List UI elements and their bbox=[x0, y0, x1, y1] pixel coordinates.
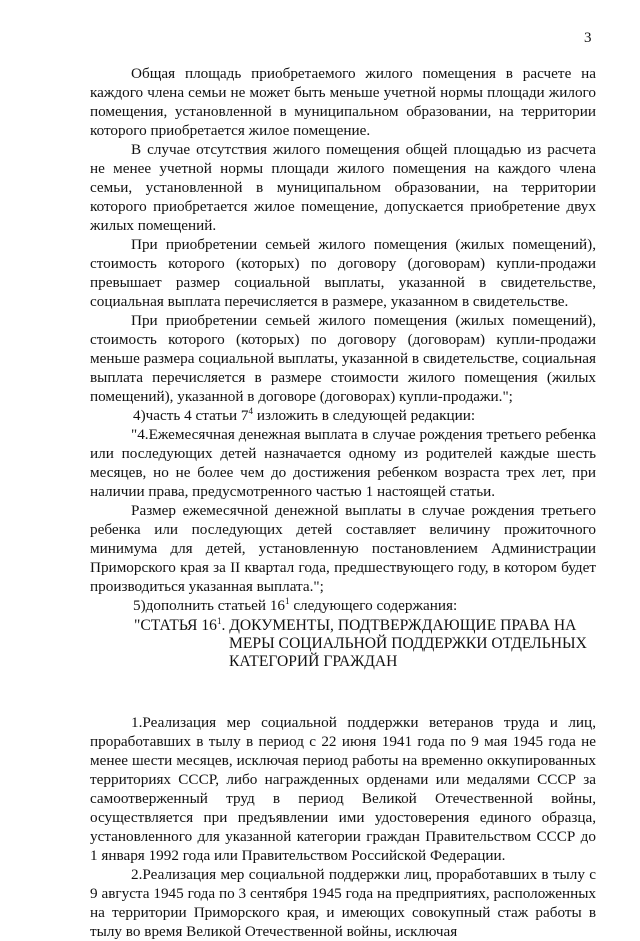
paragraph-cost-less: При приобретении семьей жилого помещения (жилых помещений), стоимость которого (которых) по договору (договорам) купли-продажи меньше размера социальной выплаты, указанной в свидетельстве, социальная выплата перечисляется в размере стоимости жилого помещения (жилых помещений), указанной в договоре (договорах) купли-продажи."; bbox=[90, 312, 596, 405]
paragraph-payment-size: Размер ежемесячной денежной выплаты в случае рождения третьего ребенка или последующих детей составляет величину прожиточного минимума для детей, установленную постановлением Администрации Приморского края за II квартал года, предшествующего году, в котором будет производиться указанная выплата."; bbox=[90, 502, 596, 595]
paragraph-area-norm: Общая площадь приобретаемого жилого помещения в расчете на каждого члена семьи не может быть меньше учетной нормы площади жилого помещения, установленной в муниципальном образовании, на территории которого приобретается жилое помещение. bbox=[90, 65, 596, 139]
amendment-5: 5)дополнить статьей $16^1$ следующего содержания: bbox=[133, 596, 458, 614]
document-body bbox=[90, 64, 596, 941]
paragraph-two-dwellings: В случае отсутствия жилого помещения общей площадью из расчета не менее учетной нормы площади жилого помещения на каждого члена семьи, установленной в муниципальном образовании, на территории которого приобретается жилое помещение, допускается приобретение двух жилых помещений. bbox=[90, 141, 596, 234]
page-number: 3 bbox=[584, 30, 592, 46]
article-heading: "СТАТЬЯ $16^1$. ДОКУМЕНТЫ, ПОДТВЕРЖДАЮЩИЕ ПРАВА НА МЕРЫ СОЦИАЛЬНОЙ ПОДДЕРЖКИ ОТДЕЛЬНЫХ КАТЕГОРИЙ ГРАЖДАН bbox=[134, 616, 587, 670]
paragraph-cost-exceeds: При приобретении семьей жилого помещения (жилых помещений), стоимость которого (которых) по договору (договорам) купли-продажи превышает размер социальной выплаты, указанной в свидетельстве, социальная выплата перечисляется в размере, указанном в свидетельстве. bbox=[90, 236, 596, 310]
paragraph-home-front: 2.Реализация мер социальной поддержки лиц, проработавших в тылу с 9 августа 1945 года по 3 сентября 1945 года на предприятиях, расположенных на территории Приморского края, и имеющих совокупный стаж работы в тылу во время Великой Отечественной войны, исключая bbox=[90, 866, 596, 940]
amendment-4: 4)часть 4 статьи $7^4$ изложить в следующей редакции: bbox=[133, 406, 476, 424]
paragraph-veterans: 1.Реализация мер социальной поддержки ветеранов труда и лиц, проработавших в тылу в период с 22 июня 1941 года по 9 мая 1945 года не менее шести месяцев, исключая период работы на временно оккупированных территориях СССР, либо награжденных орденами или медалями СССР за самоотверженный труд в период Великой Отечественной войны, осуществляется при предъявлении ими удостоверения единого образца, установленного для указанной категории граждан Правительством СССР до 1 января 1992 года или Правительством Российской Федерации. bbox=[90, 714, 596, 864]
paragraph-monthly-payment: "4.Ежемесячная денежная выплата в случае рождения третьего ребенка или последующих детей назначается одному из родителей каждые шесть месяцев, но не более чем до достижения ребенком возраста трех лет, при наличии права, предусмотренного частью 1 настоящей статьи. bbox=[90, 426, 596, 500]
